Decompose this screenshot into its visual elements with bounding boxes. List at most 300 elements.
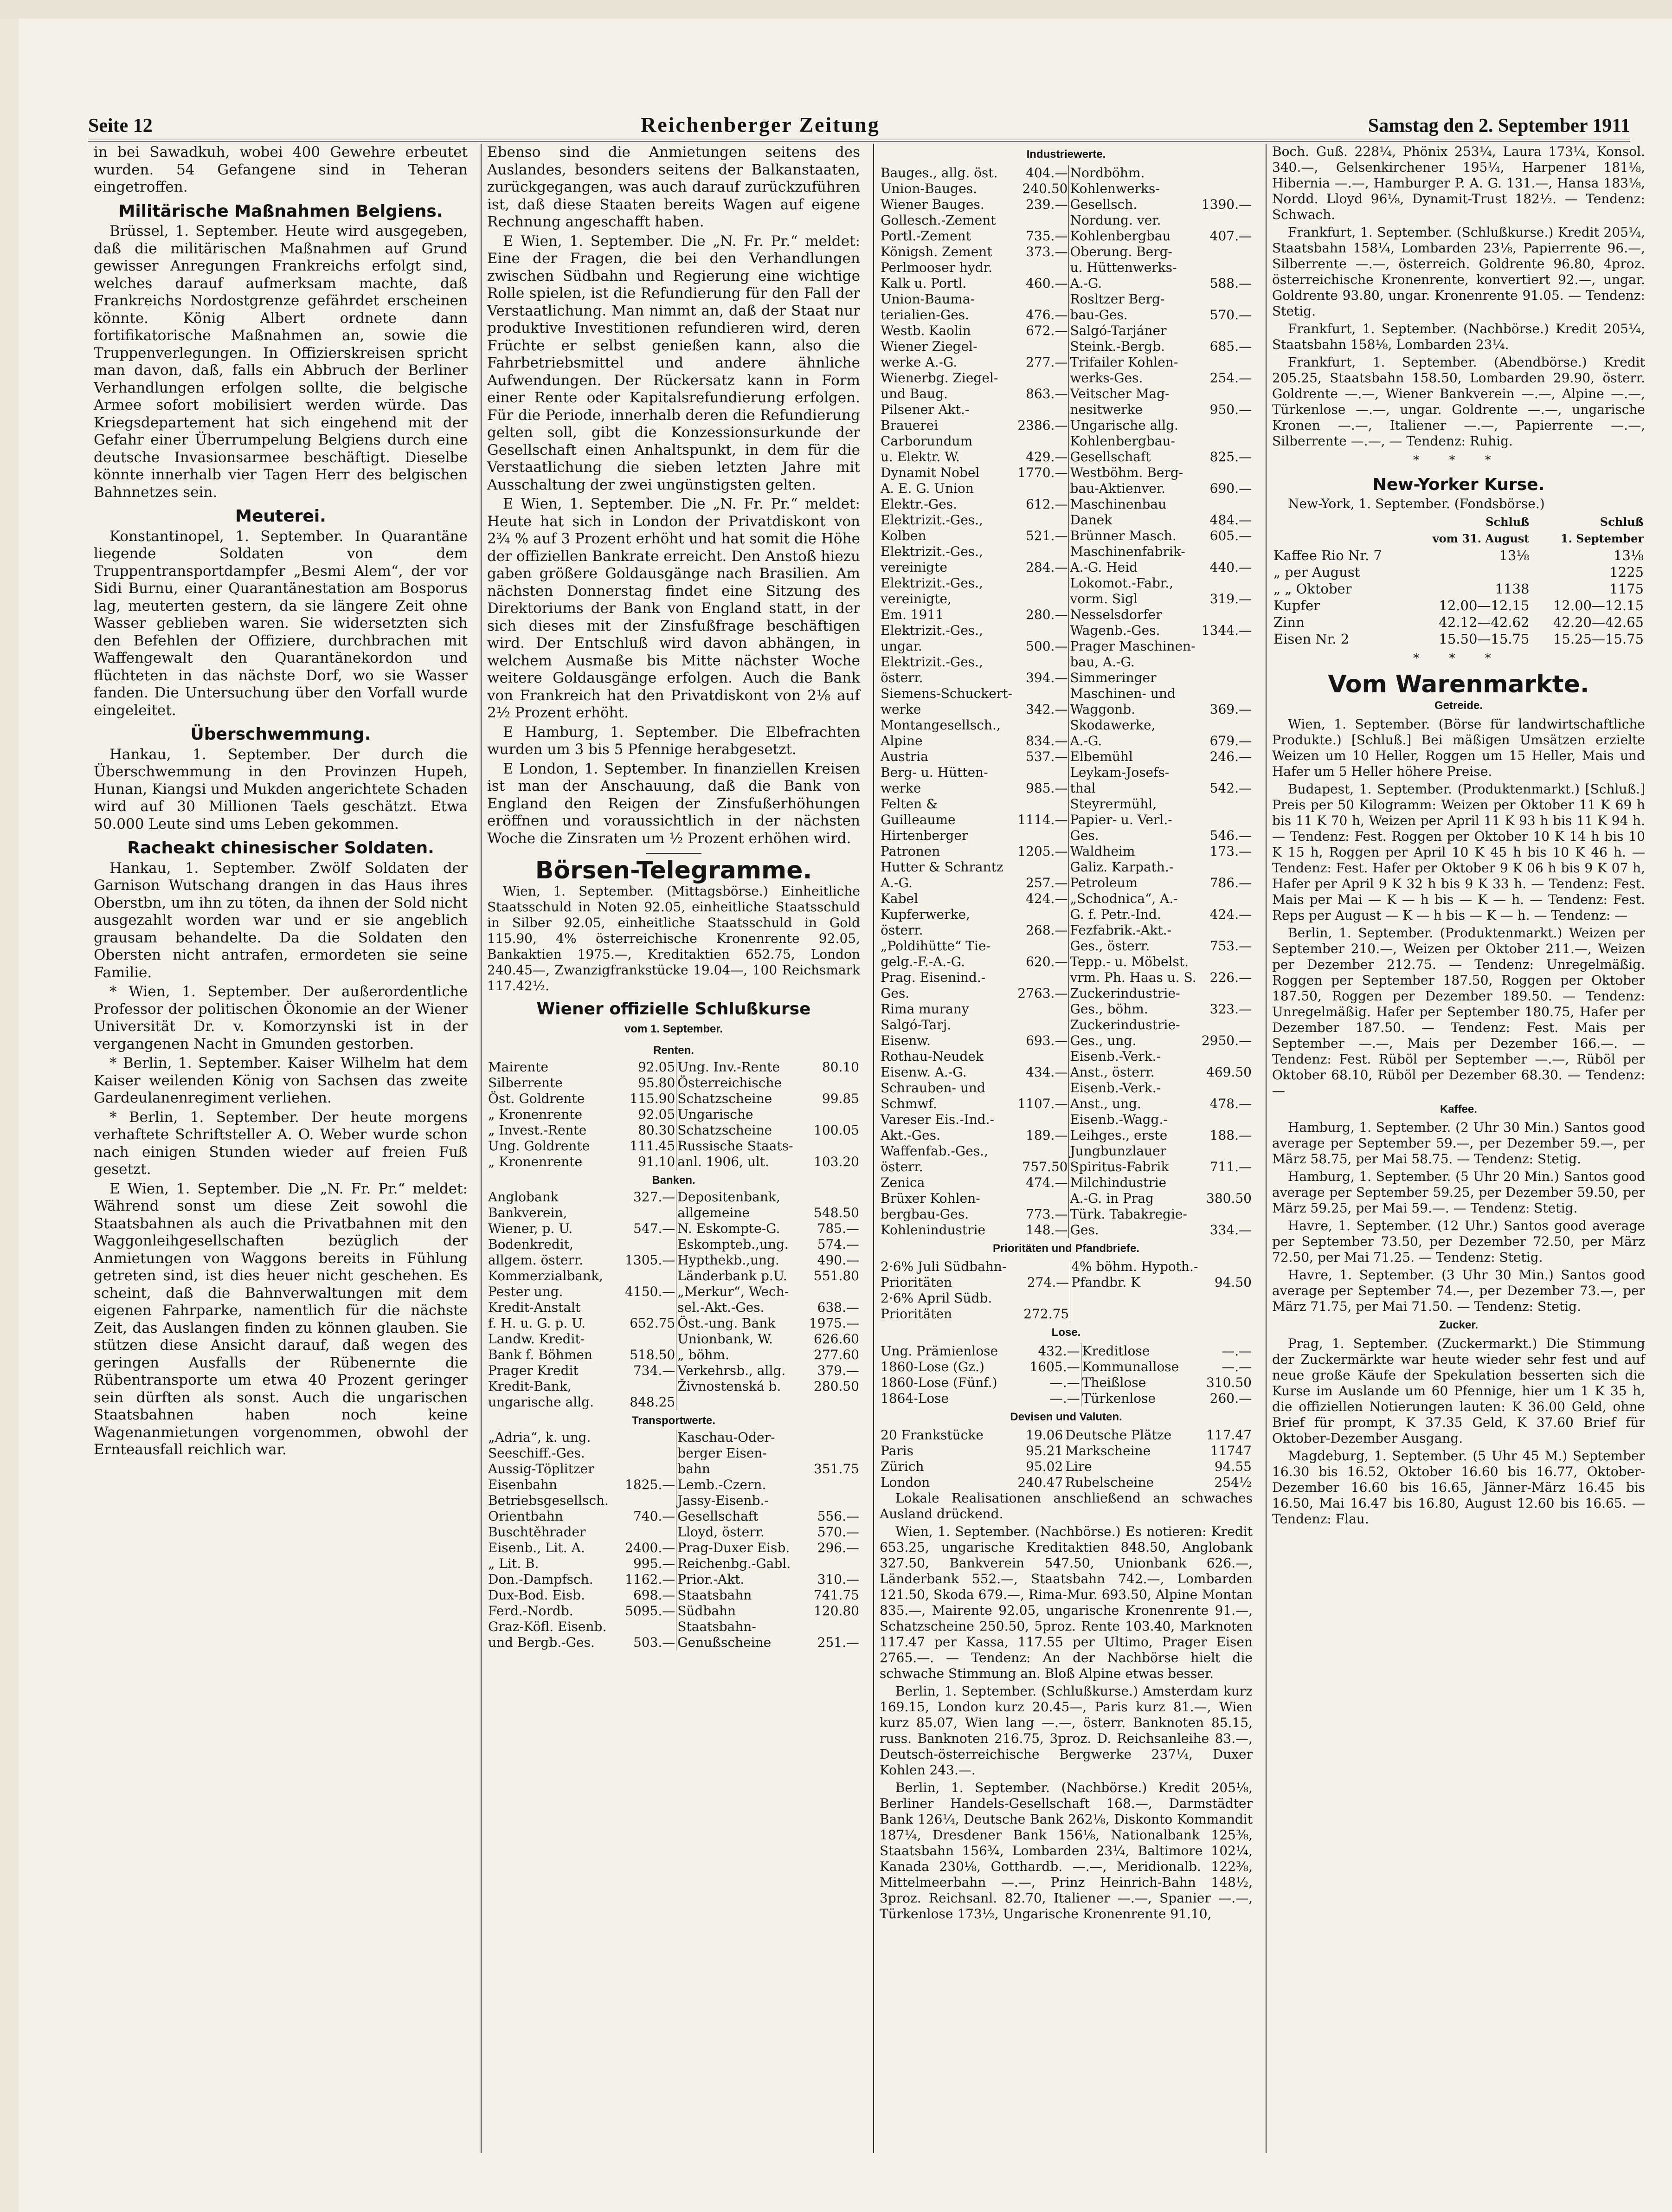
table-cell-value: 323.—	[1209, 1001, 1252, 1017]
table-cell-label: berger Eisen-	[677, 1445, 767, 1461]
table-row	[487, 1237, 860, 1252]
table-cell-label: Elektr.-Ges.	[881, 496, 958, 512]
table-cell-label: Petroleum	[1070, 875, 1138, 890]
table-cell-value	[1200, 812, 1253, 828]
table-cell-value	[1200, 986, 1253, 1001]
table-cell-label: Eskompteb.,ung.	[677, 1236, 789, 1252]
table-cell-value: 103.20	[814, 1154, 859, 1169]
table-cell-value: 274.—	[1027, 1275, 1069, 1290]
table-cell-value	[1200, 418, 1253, 433]
table-cell-label: A.-G. in Prag	[1070, 1190, 1154, 1206]
table-cell-label: Schatzscheine	[677, 1090, 772, 1106]
table-row	[487, 1493, 860, 1509]
table-row	[880, 812, 1253, 828]
table-row	[487, 1316, 860, 1331]
table-cell-label: G. f. Petr.-Ind.	[1070, 906, 1161, 922]
table-cell-value	[1200, 954, 1253, 970]
table-cell-label: Kohlenbergbau	[1070, 228, 1171, 244]
column-1	[88, 144, 473, 2153]
table-cell-value: 260.—	[1209, 1390, 1252, 1406]
table-row	[880, 1222, 1253, 1238]
heading-flood: Überschwemmung.	[190, 725, 371, 744]
table-cell-label: und Bergb.-Ges.	[488, 1634, 595, 1650]
table-row	[880, 355, 1253, 370]
newspaper-title: Reichenberger Zeitung	[641, 113, 880, 136]
table-cell-label: thal	[1070, 780, 1096, 796]
table-cell-label: Steink.-Bergb.	[1070, 338, 1165, 354]
table-cell-label: österr.	[881, 1159, 923, 1174]
table-cell-value: —.—	[1049, 1390, 1080, 1406]
table-cell-label: Silberrente	[488, 1075, 563, 1090]
table-row	[487, 1284, 860, 1300]
table-cell-label: u. Hüttenwerks-	[1070, 259, 1177, 275]
table-row	[487, 1091, 860, 1107]
table-row	[487, 1138, 860, 1154]
table-row	[880, 1391, 1253, 1406]
table-section-row	[487, 1170, 860, 1189]
table-row	[880, 575, 1253, 591]
table-cell-label: Steyrermühl,	[1070, 796, 1157, 812]
table-cell-label: anl. 1906, ult.	[677, 1154, 769, 1169]
column-3	[873, 144, 1258, 2153]
table-row	[1272, 614, 1645, 631]
table-row	[880, 749, 1253, 765]
table-cell-value	[1200, 386, 1253, 402]
devisen-table	[880, 1427, 1253, 1490]
table-cell-value	[620, 1619, 676, 1635]
table-cell-label: 1860-Lose (Gz.)	[881, 1359, 984, 1374]
table-cell-label: Nordung. ver.	[1070, 212, 1161, 228]
table-row	[880, 638, 1253, 654]
table-cell-value: 434.—	[1026, 1064, 1068, 1080]
table-cell-value	[620, 1237, 676, 1252]
table-cell-value: 548.50	[814, 1205, 859, 1220]
table-cell-label: Aussig-Töplitzer	[488, 1461, 594, 1477]
table-cell-label	[676, 1394, 804, 1410]
table-cell-label: Prioritäten	[881, 1275, 952, 1290]
table-row	[880, 765, 1253, 780]
table-row	[880, 986, 1253, 1001]
table-cell-label: Kaffee Rio Nr. 7	[1273, 548, 1382, 563]
table-cell-value	[1016, 433, 1069, 449]
table-row	[880, 197, 1253, 213]
table-cell-label: 2·6% Juli Südbahn-	[881, 1259, 1007, 1274]
table-cell-label: f. H. u. G. p. U.	[488, 1315, 586, 1331]
table-cell-label: 20 Frankstücke	[881, 1427, 984, 1443]
table-cell-value: 80.10	[822, 1059, 859, 1075]
table-cell-label: Türk. Tabakregie-	[1070, 1206, 1187, 1222]
table-cell-value: 251.—	[817, 1634, 859, 1650]
table-row	[487, 1430, 860, 1445]
table-cell-value: 652.75	[630, 1315, 675, 1331]
table-cell-value	[1016, 907, 1069, 922]
table-cell-value	[1016, 765, 1069, 780]
table-cell-value: 773.—	[1026, 1206, 1068, 1222]
table-cell-value: 240.50	[1022, 181, 1068, 196]
table-cell-label: Brauerei	[881, 417, 939, 433]
table-row	[880, 844, 1253, 859]
page-top-edge	[0, 0, 1672, 19]
table-cell-value: 1205.—	[1017, 843, 1068, 859]
table-row	[487, 1059, 860, 1075]
table-cell-value	[804, 1394, 860, 1410]
table-cell-label: Elektrizit.-Ges.,	[881, 543, 983, 559]
new-york-table	[1272, 514, 1645, 647]
table-cell-label: werke	[881, 780, 921, 796]
table-cell-value	[1200, 717, 1253, 733]
table-cell-label: Königsh. Zement	[881, 244, 992, 259]
table-cell-value	[1016, 654, 1069, 670]
table-cell-label: vereinigte	[881, 559, 948, 575]
table-row	[880, 512, 1253, 528]
table-row	[880, 1159, 1253, 1175]
table-cell-label: Schmwf.	[881, 1096, 937, 1111]
table-cell-label: Prag. Eisenind.-	[881, 969, 986, 985]
table-cell-value: 13⅛	[1499, 548, 1530, 563]
table-cell-label: bergbau-Ges.	[881, 1206, 969, 1222]
table-cell-label: Buschtěhrader	[488, 1524, 586, 1540]
table-row	[880, 307, 1253, 323]
table-cell-label: Orientbahn	[488, 1508, 563, 1524]
table-row	[880, 370, 1253, 386]
table-cell-value	[1200, 654, 1253, 670]
table-cell-label: Gesellsch.	[1070, 196, 1138, 212]
table-cell-value	[1200, 355, 1253, 370]
table-cell-label: „ Invest.-Rente	[488, 1122, 587, 1138]
table-row	[880, 702, 1253, 717]
table-cell-value	[804, 1477, 860, 1493]
table-cell-value	[620, 1524, 676, 1540]
table-cell-label: Zuckerindustrie-	[1070, 1017, 1180, 1032]
issue-date: Samstag den 2. September 1911	[1368, 115, 1630, 136]
table-row	[487, 1394, 860, 1410]
table-row	[487, 1619, 860, 1635]
table-cell-label: Montangesellsch.,	[881, 717, 1001, 733]
table-row	[880, 1175, 1253, 1191]
table-cell-value: 672.—	[1026, 322, 1068, 338]
table-cell-value: 741.75	[814, 1587, 859, 1603]
table-cell-label: Guilleaume	[881, 812, 956, 827]
table-cell-value: 1605.—	[1029, 1359, 1080, 1374]
table-cell-label: Ung. Prämienlose	[881, 1343, 998, 1359]
table-cell-label: Zuckerindustrie-	[1070, 985, 1180, 1001]
table-cell-label: Bodenkredit,	[488, 1236, 573, 1252]
table-cell-value: 5095.—	[625, 1603, 675, 1619]
table-cell-value: 521.—	[1026, 528, 1068, 543]
table-cell-value	[1016, 512, 1069, 528]
table-cell-label: Elektrizit.-Ges.,	[881, 622, 983, 638]
table-cell-label: Kolben	[881, 528, 926, 543]
table-cell-label: Gesellschaft	[1070, 449, 1151, 464]
table-cell-label: „Schodnica“, A.-	[1070, 890, 1178, 906]
table-cell-label: Jassy-Eisenb.-	[677, 1492, 769, 1508]
table-cell-value: 379.—	[817, 1362, 859, 1378]
table-row	[1272, 547, 1645, 564]
table-cell-label: werks-Ges.	[1070, 370, 1143, 386]
table-cell-label: Pilsener Akt.-	[881, 401, 970, 417]
table-cell-value	[620, 1430, 676, 1445]
table-cell-value: 257.—	[1026, 875, 1068, 890]
table-cell-value: 407.—	[1209, 228, 1252, 244]
table-cell-label: gelg.-F.-A.-G.	[881, 954, 965, 969]
table-row	[487, 1524, 860, 1540]
table-cell-value: 1770.—	[1017, 464, 1068, 480]
table-cell-value	[1200, 670, 1253, 686]
table-cell-value: 254.—	[1209, 370, 1252, 386]
table-cell-label: Pfandbr. K	[1071, 1275, 1141, 1290]
table-cell-label: Bank f. Böhmen	[488, 1347, 592, 1362]
table-cell-value: 950.—	[1209, 401, 1252, 417]
table-cell-label: Veitscher Mag-	[1070, 386, 1170, 401]
table-cell-label: bau, A.-G.	[1070, 654, 1135, 670]
table-cell-value: 95.21	[1026, 1443, 1063, 1458]
table-cell-value: 380.50	[1206, 1190, 1252, 1206]
table-cell-value: 95.80	[638, 1075, 675, 1090]
table-cell-value	[1016, 544, 1069, 560]
table-cell-value	[1016, 213, 1069, 228]
table-cell-value: 19.06	[1026, 1427, 1063, 1443]
table-cell-label: Kalk u. Portl.	[881, 275, 967, 291]
table-cell-label: Lokomot.-Fabr.,	[1070, 575, 1174, 591]
table-cell-label: Eisenb.-Verk.-	[1070, 1080, 1161, 1096]
table-row	[880, 497, 1253, 512]
table-cell-label: bau-Ges.	[1070, 307, 1128, 322]
table-cell-value	[1200, 244, 1253, 260]
table-row	[487, 1154, 860, 1170]
table-cell-label: österr.	[881, 922, 923, 938]
table-cell-label: Elektrizit.-Ges.,	[881, 654, 983, 670]
table-cell-label: Lire	[1065, 1459, 1092, 1474]
table-cell-value: 785.—	[817, 1220, 859, 1236]
table-cell-label: Don.-Dampfsch.	[488, 1571, 593, 1587]
table-row	[880, 165, 1253, 181]
table-cell-value: 626.60	[814, 1331, 859, 1347]
table-cell-label: Ungarische allg.	[1070, 417, 1179, 433]
article-paragraph: Frankfurt, 1. September. (Nachbörse.) Kredit 205¼, Staatsbahn 158⅛, Lombarden 23¼.	[1272, 321, 1645, 352]
table-cell-value: 432.—	[1038, 1343, 1080, 1359]
table-cell-label: Em. 1911	[881, 606, 944, 622]
table-cell-label: Trifailer Kohlen-	[1070, 354, 1178, 370]
table-row	[880, 1096, 1253, 1112]
table-cell-label: und Baug.	[881, 386, 948, 401]
table-cell-value: 319.—	[1209, 591, 1252, 606]
wiener-kurse-table	[487, 1040, 860, 1651]
heading-boerse-telegramme: Börsen-Telegramme.	[535, 857, 812, 884]
table-row	[880, 1306, 1253, 1322]
table-cell-label: Ges., österr.	[1070, 938, 1150, 954]
table-cell-label: Russische Staats-	[677, 1138, 793, 1154]
table-cell-label: Brüxer Kohlen-	[881, 1190, 980, 1206]
table-cell-value: 1175	[1609, 581, 1644, 597]
article-paragraph: Magdeburg, 1. September. (5 Uhr 45 M.) September 16.30 bis 16.52, Oktober 16.60 bis 16.77, Oktober-Dezember 16.60 bis 16.65, Jänner-März 16.45 bis 16.50, Mai 16.47 bis 16.80, August 12.60 bis 16.65. — Tendenz: Flau.	[1272, 1448, 1645, 1527]
table-cell-label: 2·6% April Südb.	[881, 1290, 992, 1306]
table-row	[487, 1572, 860, 1587]
article-paragraph: Frankfurt, 1. September. (Abendbörse.) Kredit 205.25, Staatsbahn 158.50, Lombarden 29.90, österr. Goldrente —.—, Wiener Bankverein —.—, Alpine —.—, Türkenlose —.—, ungar. Goldrente —.—, ungarische Kronen —.—, Italiener —.—, Papierrente —.—, Silberrente —.—, — Tendenz: Ruhig.	[1272, 355, 1645, 449]
table-cell-label: Unionbank, W.	[677, 1331, 773, 1347]
table-cell-label: nesitwerke	[1070, 401, 1143, 417]
table-row	[880, 1275, 1253, 1290]
table-cell-label: Anst., ung.	[1070, 1096, 1141, 1111]
industriewerte-table	[880, 165, 1253, 1238]
table-cell-label: „ böhm.	[677, 1347, 729, 1362]
table-cell-value: 80.30	[638, 1122, 675, 1138]
table-cell-label: Prager Maschinen-	[1070, 638, 1196, 654]
table-cell-value: 474.—	[1026, 1174, 1068, 1190]
article-paragraph: * Berlin, 1. September. Kaiser Wilhelm hat dem Kaiser weilenden König von Sachsen das zweite Gardeulanenregiment verliehen.	[94, 1055, 468, 1106]
table-cell-label: Eisenbahn	[488, 1477, 558, 1492]
table-cell-value: 240.47	[1017, 1475, 1063, 1490]
article-paragraph: E Wien, 1. September. Die „N. Fr. Pr.“ meldet: Eine der Fragen, die bei den Verhandlungen zwischen Südbahn und Regierung eine wichtige Rolle spielen, ist die Refundierung für den Fall der Verstaatlichung. Man nimmt an, daß der Staat nur produktive Investitionen refundieren wird, deren Früchte er selbst genießen kann, also die Fahrbetriebsmittel und andere ähnliche Aufwendungen. Der Rückersatz kann in Form einer Rente oder Kapitalsrefundierung erfolgen. Für die Periode, innerhalb deren die Refundierung gelten soll, gibt die Konzessionsurkunde der Gesellschaft einen Anhaltspunkt, in dem für die Verstaatlichung die sieben letzten Jahre mit Ausschaltung der zwei ungünstigsten gelten.	[487, 232, 860, 493]
table-cell-label: Maschinenbau	[1070, 496, 1167, 512]
table-row	[880, 670, 1253, 686]
table-cell-value	[1016, 575, 1069, 591]
table-cell-value: 740.—	[633, 1508, 675, 1524]
lose-table	[880, 1343, 1253, 1406]
table-cell-label: Leykam-Josefs-	[1070, 764, 1170, 780]
table-cell-value	[804, 1284, 860, 1300]
table-cell-label: Elektrizit.-Ges.,	[881, 512, 983, 528]
table-cell-value: 173.—	[1209, 843, 1252, 859]
table-cell-value: 148.—	[1026, 1222, 1068, 1238]
boerse-intro: Wien, 1. September. (Mittagsbörse.) Einheitliche Staatsschuld in Noten 92.05, einheitliche Staatsschuld in Silber 92.05, einheitliche Staatsschuld in Gold 115.90, 4% österreichische Kronenrente 92.05, Bankaktien 1975.—, Kreditaktien 652.75, London 240.45—, Zwanzigfrankstücke 19.04—, 100 Reichsmark 117.42½.	[487, 883, 860, 993]
table-cell-label: Ges.	[1070, 1222, 1099, 1238]
table-cell-value	[1016, 260, 1069, 276]
table-cell-value	[1200, 686, 1253, 702]
table-cell-label: Westb. Kaolin	[881, 322, 971, 338]
table-cell-value	[1200, 544, 1253, 560]
table-cell-value: 690.—	[1209, 480, 1252, 496]
table-row	[880, 449, 1253, 465]
table-row	[487, 1461, 860, 1477]
article-paragraph: E Hamburg, 1. September. Die Elbefrachten wurden um 3 bis 5 Pfennige herabgesetzt.	[487, 723, 860, 758]
table-cell-value: 605.—	[1209, 528, 1252, 543]
heading-prioritaeten: Prioritäten und Pfandbriefe.	[992, 1242, 1140, 1255]
article-paragraph: Budapest, 1. September. (Produktenmarkt.) [Schluß.] Preis per 50 Kilogramm: Weizen per Oktober 11 K 69 h bis 11 K 70 h, Weizen per April 11 K 93 h bis 11 K 94 h. — Tendenz: Fest. Roggen per Oktober 10 K 14 h bis 10 K 15 h, Roggen per April 10 K 45 h bis 10 K 46 h. — Tendenz: Fest. Hafer per Oktober 9 K 06 h bis 9 K 07 h, Hafer per April 9 K 32 h bis 9 K 33 h. — Tendenz: Fest. Mais per Mai — K — h bis — K — h. — Tendenz: Fest. Reps per August — K — h bis — K — h. — Tendenz: —	[1272, 781, 1645, 923]
table-cell-value: 1114.—	[1017, 812, 1068, 827]
table-cell-label: Lloyd, österr.	[677, 1524, 765, 1540]
table-section-title: Banken.	[652, 1174, 695, 1187]
table-cell-value: 404.—	[1026, 165, 1068, 181]
table-cell-label: Wiener Bauges.	[881, 196, 984, 212]
table-cell-value: 734.—	[633, 1362, 675, 1378]
table-row	[880, 938, 1253, 954]
table-cell-value: 280.50	[814, 1378, 859, 1394]
table-cell-value: 42.20—42.65	[1553, 614, 1644, 630]
table-row	[880, 1459, 1253, 1475]
table-cell-value	[1016, 339, 1069, 355]
table-cell-value: 310.—	[817, 1571, 859, 1587]
table-cell-label: ungar.	[881, 638, 922, 654]
table-cell-value	[1200, 181, 1253, 197]
table-cell-value: 92.05	[638, 1106, 675, 1122]
table-cell-value: 13⅛	[1613, 548, 1644, 563]
article-paragraph: Wien, 1. September. (Börse für landwirtschaftliche Produkte.) [Schluß.] Bei mäßigen Umsätzen erzielte Weizen um 10 Heller, Roggen um 15 Heller, Mais und Hafer um 5 Heller höhere Preise.	[1272, 716, 1645, 779]
table-row	[880, 1064, 1253, 1080]
heading-kaffee: Kaffee.	[1440, 1103, 1478, 1116]
table-cell-value: 537.—	[1026, 748, 1068, 764]
table-cell-label: Kredit-Bank,	[488, 1378, 572, 1394]
table-cell-label: Papier- u. Verl.-	[1070, 812, 1172, 827]
table-cell-value: 542.—	[1209, 780, 1252, 796]
table-cell-label: Hutter & Schrantz	[881, 859, 1003, 875]
table-cell-label: Ungarische	[677, 1106, 753, 1122]
table-row	[880, 1128, 1253, 1143]
table-cell-label: Union-Bauges.	[881, 181, 977, 196]
table-cell-value: 735.—	[1026, 228, 1068, 244]
table-cell-label: Leihges., erste	[1070, 1127, 1168, 1143]
table-cell-label: Patronen	[881, 843, 940, 859]
table-cell-value: 11747	[1210, 1443, 1252, 1458]
table-row	[880, 291, 1253, 307]
table-row	[880, 260, 1253, 276]
table-cell-label: Graz-Köfl. Eisenb.	[488, 1619, 607, 1634]
table-cell-value	[1408, 564, 1531, 580]
table-cell-value: 4150.—	[625, 1283, 675, 1299]
table-cell-value	[1200, 607, 1253, 623]
table-cell-value	[1016, 1191, 1069, 1206]
table-cell-value: 1162.—	[625, 1571, 675, 1587]
table-cell-label: Oberung. Berg-	[1070, 244, 1172, 259]
article-paragraph: * Berlin, 1. September. Der heute morgens verhaftete Schriftsteller A. O. Weber wurde schon nach einigen Stunden wieder auf freien Fuß gesetzt.	[94, 1109, 468, 1178]
table-cell-value: 500.—	[1026, 638, 1068, 654]
table-cell-value: 863.—	[1026, 386, 1068, 401]
article-paragraph: E London, 1. September. In finanziellen Kreisen ist man der Anschauung, daß die Bank von England den Reigen der Zinsfußerhöhungen eröffnen und voraussichtlich in der nächsten Woche die Zinsraten um ½ Prozent erhöhen wird.	[487, 760, 860, 847]
table-header-cell: Schluß	[1486, 515, 1530, 529]
table-row	[487, 1556, 860, 1572]
table-header-row	[1272, 514, 1645, 530]
table-cell-label: A.-G.	[1070, 733, 1102, 748]
table-cell-value: 334.—	[1209, 1222, 1252, 1238]
table-cell-label: Kaschau-Oder-	[677, 1429, 775, 1445]
heading-soldiers: Racheakt chinesischer Soldaten.	[127, 838, 434, 858]
table-cell-value: 94.55	[1214, 1459, 1252, 1474]
table-cell-label: Lemb.-Czern.	[677, 1477, 766, 1492]
table-row	[880, 1427, 1253, 1443]
table-cell-value	[1200, 1206, 1253, 1222]
table-row	[880, 875, 1253, 891]
table-cell-value: 42.12—42.62	[1439, 614, 1530, 630]
table-cell-label: Deutsche Plätze	[1065, 1427, 1172, 1443]
lokal-note: Lokale Realisationen anschließend an schwaches Ausland drückend.	[880, 1490, 1253, 1522]
table-cell-value	[1200, 1175, 1253, 1191]
table-cell-value	[1016, 717, 1069, 733]
article-paragraph: Hamburg, 1. September. (2 Uhr 30 Min.) Santos good average per September 59.—, per Dezember 59.—, per März 58.75, per Mai 58.75. — Tendenz: Stetig.	[1272, 1120, 1645, 1167]
table-cell-value: 460.—	[1026, 275, 1068, 291]
table-cell-label: Ges., böhm.	[1070, 1001, 1148, 1017]
table-cell-value: 518.50	[630, 1347, 675, 1362]
table-cell-label: Wienerbg. Ziegel-	[881, 370, 998, 386]
table-cell-value	[1200, 796, 1253, 812]
table-cell-value	[1200, 323, 1253, 339]
table-cell-value: 570.—	[817, 1524, 859, 1540]
table-section-title: Transportwerte.	[631, 1414, 716, 1427]
table-cell-label: Reichenbg.-Gabl.	[677, 1555, 791, 1571]
table-cell-label: Danek	[1070, 512, 1113, 528]
table-cell-label: Rothau-Neudek	[881, 1048, 984, 1064]
table-cell-label: Schatzscheine	[677, 1122, 772, 1138]
heading-wiener-schlusskurse: Wiener offizielle Schlußkurse	[536, 999, 811, 1019]
table-row	[880, 323, 1253, 339]
table-cell-label: Elektrizit.-Ges.,	[881, 575, 983, 591]
table-row	[880, 544, 1253, 560]
table-cell-value: 546.—	[1209, 827, 1252, 843]
table-cell-value	[804, 1430, 860, 1445]
schlusskurse-date: vom 1. September.	[624, 1023, 723, 1035]
table-cell-label: Öst.-ung. Bank	[677, 1315, 776, 1331]
table-cell-value	[1200, 291, 1253, 307]
table-cell-value: 786.—	[1209, 875, 1252, 890]
article-paragraph: Brüssel, 1. September. Heute wird ausgegeben, daß die militärischen Maßnahmen auf Grund gewisser Anregungen Frankreichs erfolgt sind, welches darauf aufmerksam machte, daß Frankreichs Nordostgrenze gefährdet erscheinen könnte. König Albert ordnete dann fortifikatorische Maßnahmen an, sowie die Truppenverlegungen. In Offizierskreisen spricht man davon, daß, falls ein Abbruch der Berliner Verhandlungen erfolgen sollte, die belgische Armee sofort mobilisiert werden würde. Das Kriegsdepartement hat sich eingehend mit der Gefahr einer Überrumpelung Belgiens durch eine deutsche Invasionsarmee beschäftigt. Dieselbe könnte innerhalb vier Tagen Herr des belgischen Bahnnetzes sein.	[94, 223, 468, 501]
